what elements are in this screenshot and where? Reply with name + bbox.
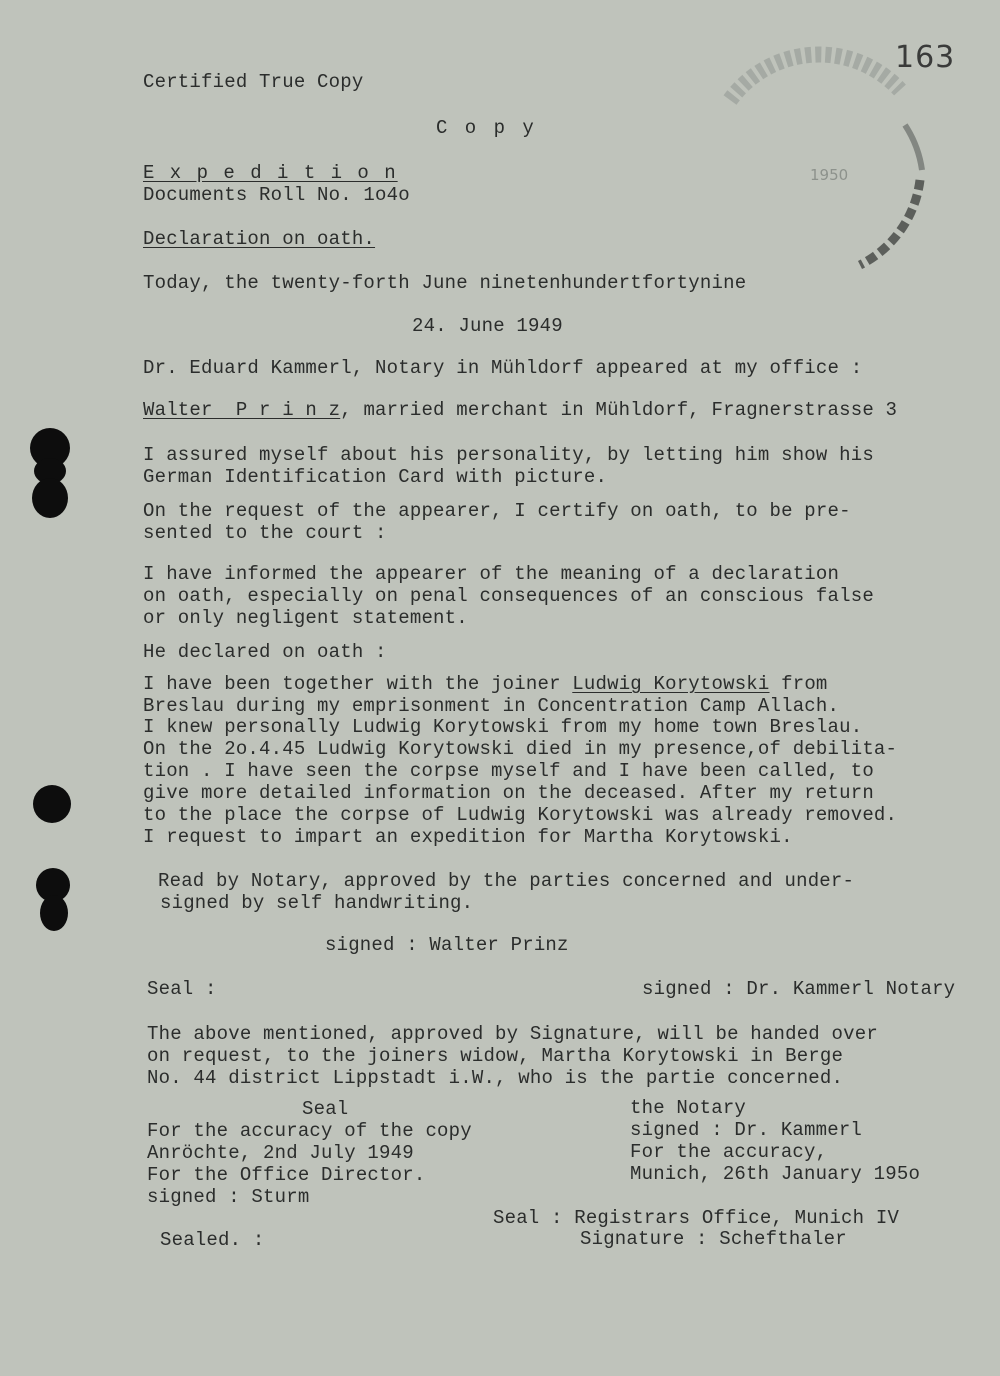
statement-line-1-end: from [769, 673, 828, 695]
footer-registrar-seal: Seal : Registrars Office, Munich IV [493, 1207, 900, 1229]
footer-anrochte: Anröchte, 2nd July 1949 [147, 1142, 414, 1164]
statement-line-5: tion . I have seen the corpse myself and I have been called, to [143, 760, 874, 782]
signed-walter: signed : Walter Prinz [325, 934, 569, 956]
read-by-line-2: signed by self handwriting. [160, 892, 474, 914]
official-stamp [690, 40, 950, 290]
read-by-line-1: Read by Notary, approved by the parties concerned and under- [158, 870, 855, 892]
statement-line-1-start: I have been together with the joiner [143, 673, 573, 695]
informed-line-2: on oath, especially on penal consequences of an conscious false [143, 585, 874, 607]
request-line-1: On the request of the appearer, I certify on oath, to be pre- [143, 500, 851, 522]
statement-line-4: On the 2o.4.45 Ludwig Korytowski died in my presence,of debilita- [143, 738, 898, 760]
statement-line-6: give more detailed information on the deceased. After my return [143, 782, 874, 804]
footer-registrar-signature: Signature : Schefthaler [580, 1228, 847, 1250]
footer-signed-kammerl: signed : Dr. Kammerl [630, 1119, 863, 1141]
assured-line-1: I assured myself about his personality, by letting him show his [143, 444, 874, 466]
seal-label: Seal : [147, 978, 217, 1000]
footer-seal: Seal [302, 1098, 349, 1120]
appeared-line: Dr. Eduard Kammerl, Notary in Mühldorf appeared at my office : [143, 357, 863, 379]
page-number: 163 [895, 40, 956, 75]
statement-line-2: Breslau during my emprisonment in Concentration Camp Allach. [143, 695, 840, 717]
informed-line-3: or only negligent statement. [143, 607, 468, 629]
declared-line: He declared on oath : [143, 641, 387, 663]
footer-signed-sturm: signed : Sturm [147, 1186, 310, 1208]
footer-for-accuracy: For the accuracy, [630, 1141, 828, 1163]
today-line: Today, the twenty-forth June ninetenhundertfortynine [143, 272, 747, 294]
walter-line [143, 399, 897, 421]
declaration-heading: Declaration on oath. [143, 228, 376, 250]
expedition-heading: E x p e d i t i o n [143, 162, 398, 184]
footer-munich-date: Munich, 26th January 195o [630, 1163, 921, 1185]
signed-notary: signed : Dr. Kammerl Notary [642, 978, 956, 1000]
punch-hole-4 [33, 785, 71, 823]
statement-line-7: to the place the corpse of Ludwig Korytowski was already removed. [143, 804, 898, 826]
request-line-2: sented to the court : [143, 522, 387, 544]
footer-sealed: Sealed. : [160, 1229, 265, 1251]
walter-name: Walter P r i n z [143, 399, 341, 421]
footer-the-notary: the Notary [630, 1097, 747, 1119]
above-line-2: on request, to the joiners widow, Martha Korytowski in Berge [147, 1045, 844, 1067]
korytowski-name: Ludwig Korytowski [572, 673, 770, 695]
documents-roll: Documents Roll No. 1o4o [143, 184, 410, 206]
certified-true-copy: Certified True Copy [143, 71, 364, 93]
punch-hole-6 [40, 895, 68, 931]
copy-heading: C o p y [436, 117, 537, 139]
above-line-1: The above mentioned, approved by Signature, will be handed over [147, 1023, 878, 1045]
assured-line-2: German Identification Card with picture. [143, 466, 608, 488]
statement-line-8: I request to impart an expedition for Martha Korytowski. [143, 826, 793, 848]
informed-line-1: I have informed the appearer of the meaning of a declaration [143, 563, 840, 585]
punch-hole-3 [32, 478, 68, 518]
stamp-date: 1950 [810, 166, 849, 184]
statement-line-3: I knew personally Ludwig Korytowski from my home town Breslau. [143, 716, 863, 738]
footer-accuracy-copy: For the accuracy of the copy [147, 1120, 472, 1142]
above-line-3: No. 44 district Lippstadt i.W., who is the partie concerned. [147, 1067, 844, 1089]
date-line: 24. June 1949 [412, 315, 563, 337]
walter-details: , married merchant in Mühldorf, Fragnerstrasse 3 [340, 399, 898, 421]
footer-office-director: For the Office Director. [147, 1164, 426, 1186]
statement-line-1 [143, 673, 828, 695]
